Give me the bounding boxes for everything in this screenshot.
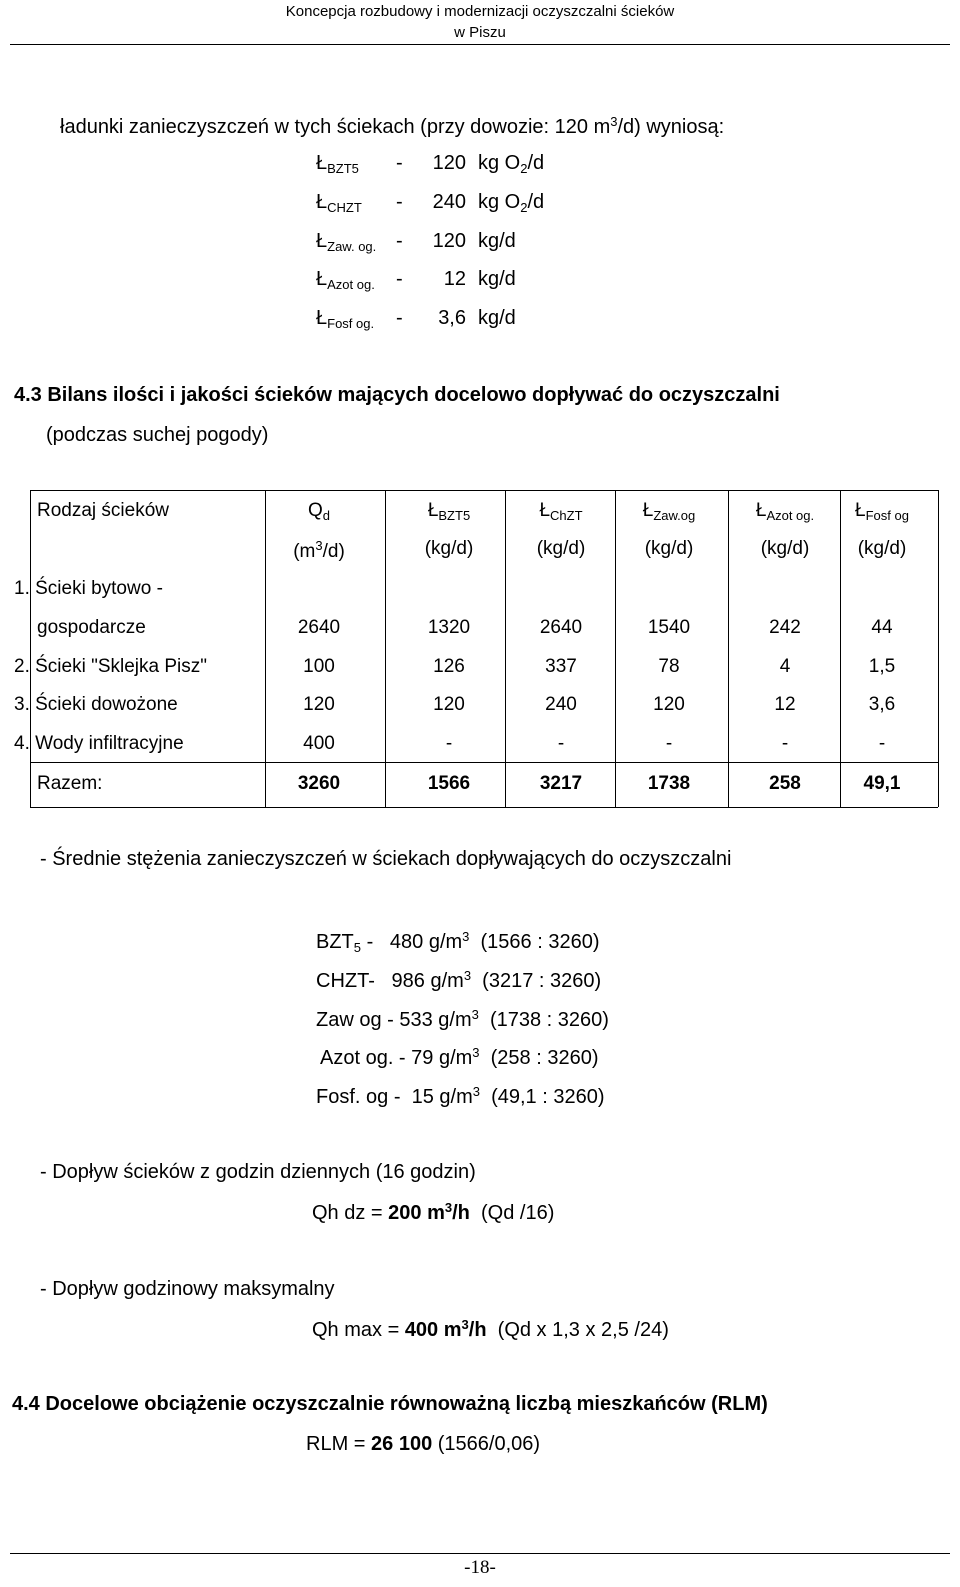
table-header-type: Rodzaj ścieków bbox=[37, 500, 169, 521]
table-header-symbol: $Ł_{Fosf og}$ bbox=[855, 500, 909, 523]
table-total-cell: 3260 bbox=[297, 773, 341, 794]
load-label bbox=[316, 307, 396, 331]
table-cell: - bbox=[781, 733, 789, 754]
table-row-label: 4. Wody infiltracyjne bbox=[14, 733, 184, 754]
load-label bbox=[316, 191, 396, 215]
table-header-unit: (kg/d) bbox=[857, 538, 907, 559]
header-subtitle: w Piszu bbox=[454, 24, 506, 41]
table-cell: 2640 bbox=[297, 617, 341, 638]
load-value: 120 bbox=[432, 152, 466, 174]
table-row-label: 3. Ścieki dowożone bbox=[14, 694, 178, 715]
footer-divider bbox=[10, 1553, 950, 1554]
table-header-symbol: $Ł_{Azot og.}$ bbox=[755, 500, 815, 523]
section-4-3-heading: 4.3 Bilans ilości i jakości ścieków mających docelowo dopływać do oczyszczalni bbox=[14, 384, 780, 406]
load-symbol: Ł bbox=[316, 230, 328, 252]
table-cell: 44 bbox=[871, 617, 893, 638]
concentration-row: Zaw og - 533 $g/m^3$ (1738 : 3260) bbox=[316, 1007, 609, 1031]
load-row bbox=[316, 191, 544, 215]
table-total-label: Razem: bbox=[37, 773, 103, 794]
concentration-row: Fosf. og - 15 $g/m^3$ (49,1 : 3260) bbox=[316, 1084, 605, 1108]
table-vline bbox=[30, 490, 31, 807]
table-vline bbox=[265, 490, 266, 807]
load-value: 12 bbox=[443, 268, 466, 290]
table-total-cell: 1738 bbox=[647, 773, 691, 794]
load-unit: kg/d bbox=[478, 307, 516, 329]
table-vline bbox=[840, 490, 841, 807]
table-cell: 12 bbox=[774, 694, 796, 715]
daily-inflow-title: - Dopływ ścieków z godzin dziennych (16 godzin) bbox=[40, 1161, 476, 1183]
load-value: 240 bbox=[432, 191, 466, 213]
table-vline bbox=[938, 490, 939, 807]
table-row-label: 2. Ścieki "Sklejka Pisz" bbox=[14, 656, 207, 677]
table-header-symbol: $Ł_{BZT5}$ bbox=[427, 500, 471, 523]
section-4-4-heading: 4.4 Docelowe obciążenie oczyszczalnie równoważną liczbą mieszkańców (RLM) bbox=[12, 1393, 768, 1415]
table-row-label: gospodarcze bbox=[37, 617, 146, 638]
load-subscript: Zaw. og. bbox=[327, 239, 377, 254]
intro-text: ładunki zanieczyszczeń w tych ściekach (przy dowozie: 120 $m^3/d$) wyniosą: bbox=[60, 114, 725, 138]
table-cell: - bbox=[665, 733, 673, 754]
table-cell: 1,5 bbox=[868, 656, 896, 677]
load-label bbox=[316, 152, 396, 176]
load-row bbox=[316, 307, 516, 331]
load-dash: - bbox=[396, 191, 403, 213]
table-cell: 3,6 bbox=[868, 694, 896, 715]
table-total-cell: 1566 bbox=[427, 773, 471, 794]
max-inflow-title: - Dopływ godzinowy maksymalny bbox=[40, 1278, 335, 1300]
load-dash: - bbox=[396, 307, 403, 329]
table-total-cell: 258 bbox=[769, 773, 801, 794]
load-label bbox=[316, 230, 396, 254]
table-cell: 4 bbox=[779, 656, 791, 677]
concentration-row: $BZT_5 - 480$ $g/m^3$ (1566 : 3260) bbox=[316, 929, 600, 955]
table-header-symbol: $Ł_{Zaw.og}$ bbox=[642, 500, 696, 523]
load-label bbox=[316, 268, 396, 292]
table-header-symbol: $Ł_{ChZT}$ bbox=[539, 500, 583, 523]
load-dash: - bbox=[396, 230, 403, 252]
table-total-line bbox=[30, 762, 938, 763]
concentration-row: Azot og. - 79 $g/m^3$ (258 : 3260) bbox=[320, 1045, 599, 1069]
load-unit: kg/d bbox=[478, 268, 516, 290]
table-cell: 1320 bbox=[427, 617, 471, 638]
table-header-unit: (kg/d) bbox=[760, 538, 810, 559]
load-row bbox=[316, 230, 516, 254]
load-subscript: Fosf og. bbox=[327, 316, 375, 331]
table-cell: - bbox=[557, 733, 565, 754]
table-border-bottom bbox=[30, 807, 938, 808]
table-header-unit: (kg/d) bbox=[644, 538, 694, 559]
load-symbol: Ł bbox=[316, 268, 328, 290]
table-cell: 400 bbox=[303, 733, 335, 754]
table-cell: 100 bbox=[303, 656, 335, 677]
table-cell: 120 bbox=[433, 694, 465, 715]
header-title: Koncepcja rozbudowy i modernizacji oczyszczalni ścieków bbox=[285, 3, 675, 20]
max-inflow-formula: Qh max = 400 $m^3/h$ (Qd x 1,3 x 2,5 /24) bbox=[312, 1317, 669, 1341]
table-cell: 2640 bbox=[539, 617, 583, 638]
table-cell: 120 bbox=[303, 694, 335, 715]
table-header-symbol: $Q_d$ bbox=[307, 500, 331, 523]
rlm-formula: RLM = 26 100 (1566/0,06) bbox=[306, 1433, 541, 1455]
load-unit: kg $O_2/d$ bbox=[478, 191, 545, 215]
load-symbol: Ł bbox=[316, 307, 328, 329]
concentration-row: CHZT- 986 $g/m^3$ (3217 : 3260) bbox=[316, 968, 602, 992]
table-header-unit: (kg/d) bbox=[536, 538, 586, 559]
load-subscript: Azot og. bbox=[327, 277, 375, 292]
table-cell: 126 bbox=[433, 656, 465, 677]
load-symbol: Ł bbox=[316, 191, 328, 213]
table-vline bbox=[385, 490, 386, 807]
load-unit: kg/d bbox=[478, 230, 516, 252]
table-total-cell: 49,1 bbox=[863, 773, 901, 794]
table-total-cell: 3217 bbox=[539, 773, 583, 794]
table-cell: 120 bbox=[653, 694, 685, 715]
table-vline bbox=[505, 490, 506, 807]
load-dash: - bbox=[396, 152, 403, 174]
load-symbol: Ł bbox=[316, 152, 328, 174]
table-border-top bbox=[30, 490, 938, 491]
load-value: 3,6 bbox=[438, 307, 466, 329]
load-row bbox=[316, 152, 544, 176]
load-subscript: BZT5 bbox=[327, 161, 359, 176]
table-cell: - bbox=[878, 733, 886, 754]
table-vline bbox=[615, 490, 616, 807]
load-dash: - bbox=[396, 268, 403, 290]
page-number: -18- bbox=[464, 1557, 496, 1578]
table-cell: 242 bbox=[769, 617, 801, 638]
table-cell: 337 bbox=[545, 656, 577, 677]
table-cell: 240 bbox=[545, 694, 577, 715]
table-row-label: 1. Ścieki bytowo - bbox=[14, 578, 163, 599]
table-header-unit: (kg/d) bbox=[424, 538, 474, 559]
concentrations-title: - Średnie stężenia zanieczyszczeń w ściekach dopływających do oczyszczalni bbox=[40, 848, 732, 870]
load-subscript: CHZT bbox=[327, 200, 362, 215]
table-header-unit: $(m^3/d)$ bbox=[293, 538, 345, 562]
table-cell: 1540 bbox=[647, 617, 691, 638]
load-row bbox=[316, 268, 516, 292]
header-divider bbox=[10, 44, 950, 45]
section-4-3-subheading: (podczas suchej pogody) bbox=[46, 424, 269, 446]
daily-inflow-formula: Qh dz = 200 $m^3/h$ (Qd /16) bbox=[312, 1200, 555, 1224]
table-vline bbox=[728, 490, 729, 807]
load-unit: kg $O_2/d$ bbox=[478, 152, 545, 176]
table-cell: 78 bbox=[658, 656, 680, 677]
load-value: 120 bbox=[432, 230, 466, 252]
table-cell: - bbox=[445, 733, 453, 754]
